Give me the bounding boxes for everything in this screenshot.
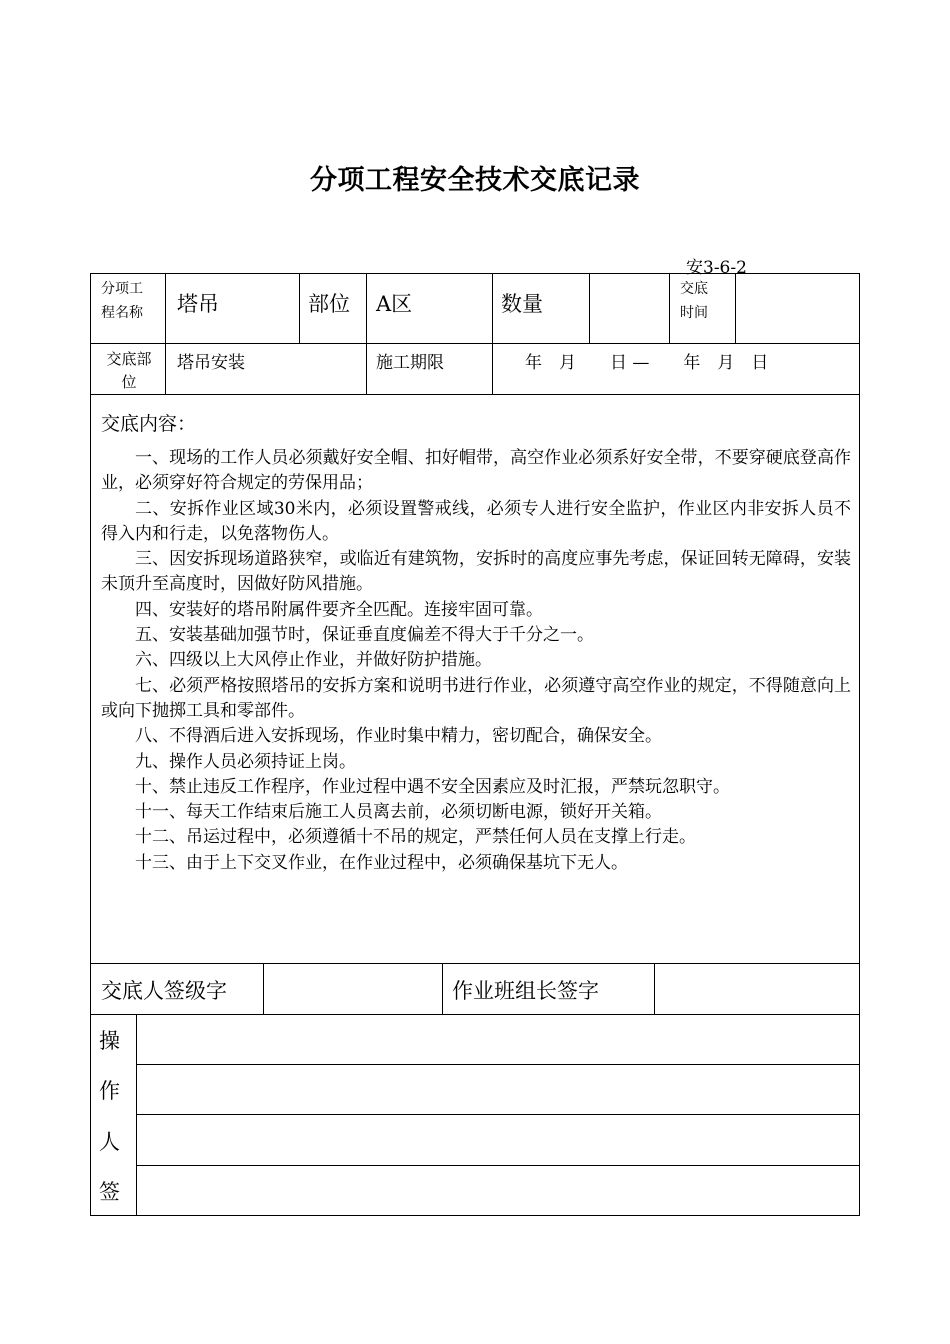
construction-period-label: 施工期限: [376, 353, 444, 373]
content-item: 一、现场的工作人员必须戴好安全帽、扣好帽带，高空作业必须系好安全带，不要穿硬底登高作业，必须穿好符合规定的劳保用品；: [101, 448, 851, 494]
workers-signature-label-char: 签: [99, 1180, 120, 1204]
workers-signature-label-char: 操: [99, 1029, 120, 1053]
column-divider: [442, 963, 443, 1014]
quantity-label: 数量: [501, 292, 543, 316]
briefing-time-label: 交底 时间: [680, 281, 708, 321]
construction-period-value[interactable]: 年 月 日 — 年 月 日: [525, 353, 769, 373]
briefing-form: [90, 273, 860, 1216]
worker-signature-row[interactable]: [137, 1065, 859, 1114]
team-leader-signature-label: 作业班组长签字: [452, 979, 599, 1003]
content-item: 四、安装好的塔吊附属件要齐全匹配。连接牢固可靠。: [135, 599, 543, 620]
column-divider: [299, 274, 300, 343]
location-value[interactable]: A区: [376, 292, 413, 316]
column-divider: [735, 274, 736, 343]
row-divider: [91, 343, 859, 344]
content-item: 六、四级以上大风停止作业，并做好防护措施。: [135, 650, 492, 671]
column-divider: [669, 274, 670, 343]
content-heading: 交底内容：: [101, 413, 197, 435]
content-item: 七、必须严格按照塔吊的安拆方案和说明书进行作业，必须遵守高空作业的规定，不得随意向上或向下抛掷工具和零部件。: [101, 675, 851, 721]
project-name-label: 分项工 程名称: [101, 281, 143, 321]
column-divider: [263, 963, 264, 1014]
row-divider: [91, 963, 859, 964]
content-item: 三、因安拆现场道路狭窄，或临近有建筑物，安拆时的高度应事先考虑，保证回转无障碍，安装未顶升至高度时，因做好防风措施。: [101, 549, 851, 595]
project-name-value[interactable]: 塔吊: [177, 292, 219, 316]
worker-signature-row[interactable]: [137, 1166, 859, 1215]
content-item: 五、安装基础加强节时，保证垂直度偏差不得大于千分之一。: [135, 625, 594, 646]
column-divider: [654, 963, 655, 1014]
column-divider: [165, 274, 166, 394]
content-item: 十、禁止违反工作程序，作业过程中遇不安全因素应及时汇报，严禁玩忽职守。: [135, 776, 730, 797]
content-item: 十二、吊运过程中，必须遵循十不吊的规定，严禁任何人员在支撑上行走。: [135, 827, 696, 848]
content-item: 二、安拆作业区域30米内，必须设置警戒线，必须专人进行安全监护，作业区内非安拆人员不得入内和行走，以免落物伤人。: [101, 498, 851, 544]
content-item: 八、不得酒后进入安拆现场，作业时集中精力，密切配合，确保安全。: [135, 726, 662, 747]
briefing-content: [101, 446, 851, 876]
page-title: 分项工程安全技术交底记录: [310, 165, 640, 196]
briefer-signature-label: 交底人签级字: [101, 979, 227, 1003]
column-divider: [589, 274, 590, 343]
column-divider: [366, 274, 367, 394]
briefing-part-value[interactable]: 塔吊安装: [177, 353, 245, 373]
briefing-part-label: 交底部 位: [106, 350, 152, 391]
row-divider: [91, 394, 859, 395]
workers-signature-label-char: 作: [99, 1079, 120, 1103]
content-item: 九、操作人员必须持证上岗。: [135, 751, 356, 772]
content-item: 十一、每天工作结束后施工人员离去前，必须切断电源，锁好开关箱。: [135, 802, 662, 823]
worker-signature-row[interactable]: [137, 1115, 859, 1165]
worker-signature-row[interactable]: [137, 1015, 859, 1064]
content-item: 十三、由于上下交叉作业，在作业过程中，必须确保基坑下无人。: [135, 852, 628, 873]
form-code: 安3-6-2: [686, 258, 747, 278]
column-divider: [492, 274, 493, 394]
location-label: 部位: [308, 292, 350, 316]
workers-signature-label-char: 人: [99, 1130, 120, 1154]
